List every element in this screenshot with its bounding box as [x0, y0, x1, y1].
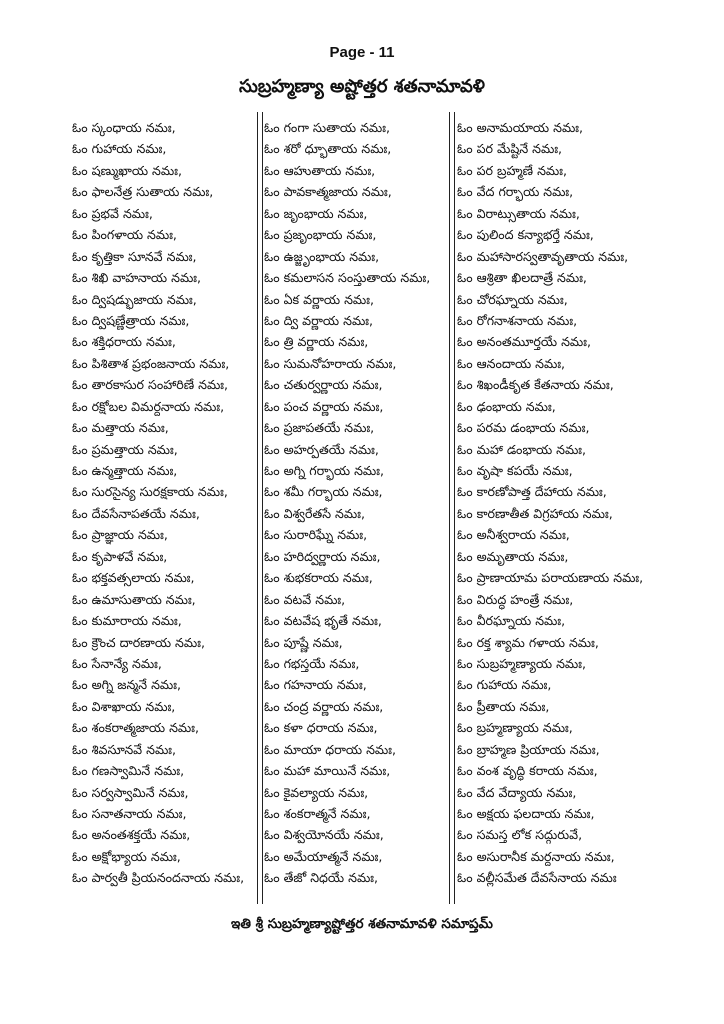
names-column-1 — [72, 117, 260, 889]
name-line: ఓం కృపాళవే నమః, — [72, 548, 168, 564]
name-line: ఓం అగ్ని జన్మనే నమః, — [72, 677, 181, 693]
name-line: ఓం శక్తిధరాయ నమః, — [72, 334, 176, 350]
name-line: ఓం మహా డంభాయ నమః, — [457, 441, 587, 457]
name-line: ఓం మత్తాయ నమః, — [72, 420, 169, 436]
name-line: ఓం అమేయాత్మనే నమః, — [264, 848, 383, 864]
name-line: ఓం శుభకరాయ నమః, — [264, 570, 373, 586]
name-line: ఓం వల్లీసమేత దేవసేనాయ నమః — [457, 870, 617, 886]
name-line: ఓం గుహాయ నమః, — [457, 677, 552, 693]
name-line: ఓం చోరఘ్నాయ నమః, — [457, 291, 568, 307]
name-line: ఓం పర బ్రహ్మణే నమః, — [457, 162, 567, 178]
name-line: ఓం ఫాలనేత్ర సుతాయ నమః, — [72, 184, 214, 200]
page-number: Page - 11 — [329, 44, 395, 61]
name-line: ఓం విరుద్ధ హంత్రే నమః, — [457, 591, 574, 607]
name-line: ఓం అనామయాయ నమః, — [457, 120, 584, 135]
name-line: ఓం వేద వేద్యాయ నమః, — [457, 784, 577, 800]
name-line: ఓం పులింద కన్యాభర్తే నమః, — [457, 227, 594, 243]
name-line: ఓం వీరఘ్నాయ నమః, — [457, 613, 566, 629]
name-line: ఓం కైవల్యాయ నమః, — [264, 784, 369, 800]
page-title: సుబ్రహ్మణ్యా అష్టోత్తర శతనామావళి — [239, 76, 485, 97]
name-line: ఓం శిఖి వాహనాయ నమః, — [72, 270, 202, 286]
name-line: ఓం కుమారాయ నమః, — [72, 613, 182, 629]
name-line: ఓం ఉన్మత్తాయ నమః, — [72, 463, 178, 478]
name-line: ఓం విరాట్సుతాయ నమః, — [457, 205, 580, 221]
name-line: ఓం షణ్ముఖాయ నమః, — [72, 162, 182, 178]
name-line: ఓం రక్త శ్యామ గళాయ నమః, — [457, 634, 599, 650]
name-line: ఓం ప్రజాపతయే నమః, — [264, 420, 375, 436]
name-line: ఓం జృంభాయ నమః, — [264, 205, 368, 221]
name-line: ఓం శంకరాత్మనే నమః, — [264, 806, 371, 821]
name-line: ఓం సుమనోహరాయ నమః, — [264, 355, 397, 371]
name-line: ఓం ప్రాజ్ఞాయ నమః, — [72, 527, 168, 543]
name-line: ఓం బ్రాహ్మణ ప్రియాయ నమః, — [457, 741, 600, 757]
name-line: ఓం పంచ వర్ణాయ నమః, — [264, 398, 384, 414]
name-line: ఓం ఉజ్జృంభాయ నమః, — [264, 248, 380, 264]
name-line: ఓం వంశ వృద్ధి కరాయ నమః, — [457, 763, 598, 779]
name-line: ఓం తేజో నిధయే నమః, — [264, 870, 379, 886]
name-line: ఓం గణస్వామినే నమః, — [72, 763, 185, 779]
name-line: ఓం మాయా ధరాయ నమః, — [264, 741, 396, 757]
name-line: ఓం మహా మాయినే నమః, — [264, 763, 391, 779]
name-line: ఓం ద్విషడ్భుజాయ నమః, — [72, 291, 197, 307]
name-line: ఓం విశాఖాయ నమః, — [72, 698, 176, 714]
name-line: ఓం హరిద్వర్ణాయ నమః, — [264, 548, 381, 564]
name-line: ఓం రక్షోబల విమర్దనాయ నమః, — [72, 398, 225, 414]
name-line: ఓం శంకరాత్మజాయ నమః, — [72, 720, 199, 736]
name-line: ఓం అసురానీక మర్దనాయ నమః, — [457, 848, 615, 864]
name-line: ఓం సమస్త లోక సద్గురువే, — [457, 827, 583, 843]
name-line: ఓం కారణాతీత విగ్రహాయ నమః, — [457, 505, 613, 521]
name-line: ఓం ప్రభవే నమః, — [72, 205, 153, 221]
name-line: ఓం పిశితాశ ప్రభంజనాయ నమః, — [72, 355, 230, 371]
name-line: ఓం దేవసేనాపతయే నమః, — [72, 505, 200, 521]
name-line: ఓం సర్వస్వామినే నమః, — [72, 784, 189, 800]
name-line: ఓం వేద గర్భాయ నమః, — [457, 184, 574, 200]
name-line: ఓం పార్వతీ ప్రియనందనాయ నమః, — [72, 870, 245, 886]
name-line: ఓం ద్విషణ్ణేత్రాయ నమః, — [72, 312, 190, 328]
name-line: ఓం శరో ధ్భూతాయ నమః, — [264, 141, 392, 157]
name-line: ఓం ఏక వర్ణాయ నమః, — [264, 291, 374, 307]
name-line: ఓం స్కంధాయ నమః, — [72, 120, 176, 135]
closing-line: ఇతి శ్రీ సుబ్రహ్మణ్యాష్టోత్తర శతనామావళి సమాప్తమ్ — [231, 916, 493, 932]
name-line: ఓం అక్షయ ఫలదాయ నమః, — [457, 806, 595, 821]
name-line: ఓం ఢంభాయ నమః, — [457, 398, 556, 414]
name-line: ఓం అగ్ని గర్భాయ నమః, — [264, 463, 384, 478]
name-line: ఓం అనంతశక్తయే నమః, — [72, 827, 191, 843]
name-line: ఓం ఆనందాయ నమః, — [457, 355, 566, 371]
name-line: ఓం అహర్పతయే నమః, — [264, 441, 379, 457]
name-line: ఓం గహనాయ నమః, — [264, 677, 367, 693]
name-line: ఓం అనంతమూర్తయే నమః, — [457, 334, 591, 350]
name-line: ఓం కారణోపాత్త దేహాయ నమః, — [457, 484, 607, 500]
name-line: ఓం పింగళాయ నమః, — [72, 227, 177, 243]
name-line: ఓం ఆశ్రితా ఖిలదాత్రే నమః, — [457, 270, 587, 286]
name-line: ఓం కృత్తికా సూనవే నమః, — [72, 248, 197, 264]
name-line: ఓం గభస్తయే నమః, — [264, 655, 360, 671]
name-line: ఓం శమీ గర్భాయ నమః, — [264, 484, 383, 500]
name-line: ఓం ఉమాసుతాయ నమః, — [72, 591, 196, 607]
name-line: ఓం క్రౌంచ దారణాయ నమః, — [72, 634, 205, 650]
name-line: ఓం ప్రజృంభాయ నమః, — [264, 227, 377, 243]
name-line: ఓం పరమ డంభాయ నమః, — [457, 420, 590, 436]
column-divider — [257, 112, 263, 904]
name-line: ఓం కమలాసన సంస్తుతాయ నమః, — [264, 270, 431, 286]
name-line: ఓం వటవేష భృతే నమః, — [264, 613, 382, 629]
column-divider — [449, 112, 455, 904]
name-line: ఓం పూష్ణే నమః, — [264, 634, 343, 650]
name-line: ఓం శిఖండీకృత కేతనాయ నమః, — [457, 377, 614, 393]
name-line: ఓం అక్షోభ్యాయ నమః, — [72, 848, 181, 864]
name-line: ఓం ప్రమత్తాయ నమః, — [72, 441, 178, 457]
name-line: ఓం కళా ధరాయ నమః, — [264, 720, 378, 736]
name-line: ఓం పావకాత్మజాయ నమః, — [264, 184, 392, 200]
name-line: ఓం గుహాయ నమః, — [72, 141, 167, 157]
name-line: ఓం గంగా సుతాయ నమః, — [264, 120, 390, 135]
name-line: ఓం సుబ్రహ్మణ్యాయ నమః, — [457, 655, 586, 671]
name-line: ఓం పర మేష్టినే నమః, — [457, 141, 563, 157]
name-line: ఓం ప్రాణాయామ పరాయణాయ నమః, — [457, 570, 644, 586]
name-line: ఓం భక్తవత్సలాయ నమః, — [72, 570, 195, 586]
names-column-3 — [457, 117, 645, 889]
name-line: ఓం సేనాన్యే నమః, — [72, 655, 162, 671]
name-line: ఓం ఆహుతాయ నమః, — [264, 162, 376, 178]
name-line: ఓం తారకాసుర సంహారిణే నమః, — [72, 377, 229, 393]
name-line: ఓం అనీశ్వరాయ నమః, — [457, 527, 570, 543]
name-line: ఓం త్రి వర్ణాయ నమః, — [264, 334, 369, 350]
name-line: ఓం చతుర్వర్ణాయ నమః, — [264, 377, 383, 393]
name-line: ఓం వృషా కపయే నమః, — [457, 463, 573, 478]
name-line: ఓం సురారిఘ్నే నమః, — [264, 527, 368, 543]
name-line: ఓం అమృతాయ నమః, — [457, 548, 569, 564]
name-line: ఓం శివసూనవే నమః, — [72, 741, 177, 757]
name-line: ఓం ద్వి వర్ణాయ నమః, — [264, 312, 374, 328]
name-line: ఓం ప్రీతాయ నమః, — [457, 698, 550, 714]
names-column-2 — [264, 117, 452, 889]
name-line: ఓం మహాసారస్వతావృతాయ నమః, — [457, 248, 629, 264]
name-line: ఓం చంద్ర వర్ణాయ నమః, — [264, 698, 384, 714]
name-line: ఓం విశ్వరేతసే నమః, — [264, 505, 365, 521]
name-line: ఓం విశ్వయోనయే నమః, — [264, 827, 384, 843]
name-line: ఓం సురసైన్య సురక్షకాయ నమః, — [72, 484, 228, 500]
name-line: ఓం వటవే నమః, — [264, 591, 346, 607]
name-line: ఓం బ్రహ్మణ్యాయ నమః, — [457, 720, 573, 736]
name-line: ఓం రోగనాశనాయ నమః, — [457, 312, 578, 328]
name-line: ఓం సనాతనాయ నమః, — [72, 806, 187, 821]
